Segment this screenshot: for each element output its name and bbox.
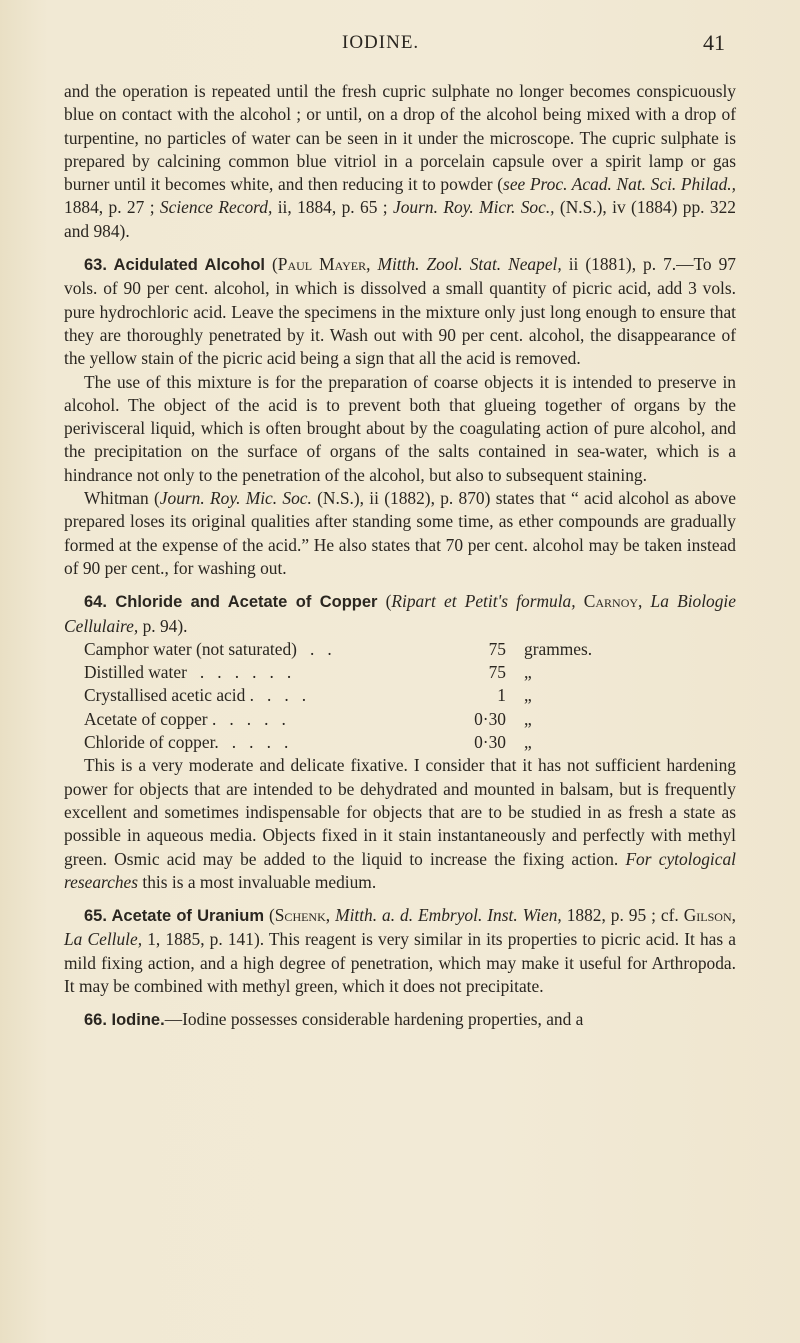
section-66-text: —Iodine possesses considerable hardening properties, and a [164,1009,584,1030]
section-64-space-2 [642,591,650,611]
intro-text-1: and the operation is repeated until the fresh cupric sulphate no longer becomes conspicuously blue on contact with the alcohol ; or until, on a drop of the alcohol being mixed with a drop of turpentine, no particles of water can be seen in it under the microscope. The cupric sulphate is prepared by calcining common blue vitriol in a porcelain capsule over a spirit lamp or gas burner until it becomes white, and then reducing it to powder ( [64,81,736,195]
recipe-quantity: 0·30 [474,708,506,729]
section-64-author: Carnoy, [583,591,643,612]
recipe-row [84,708,644,731]
section-63 [64,253,736,370]
recipe-ingredient: Distilled water . . . . . . [84,662,292,683]
section-63-p3-b: (N.S.), ii (1882), p. 870) states that “ acid alcohol as above prepared loses its original qualities after standing some time, as ether compounds are gradually formed at the expense of the acid.” He also states that 70 per cent. alcohol may be taken instead of 90 per cent., for washing out. [64,488,736,578]
recipe-unit: „ [524,732,532,753]
section-65-author-2: Gilson, [683,905,736,926]
intro-text-5: (N.S.), iv (1884) pp. 322 and 984). [64,197,736,241]
section-65-text-2: 1, 1885, p. 141). This reagent is very similar in its properties to picric acid. It has a mild fixing action, and a high degree of penetration, which may make it useful for Arthropoda. It may be combined with methyl green, which it does not precipitate. [64,929,737,996]
intro-ref-science-record: Science Record, [159,197,273,218]
section-66-heading: 66. Iodine. [84,1011,165,1030]
recipe-ingredient: Acetate of copper . . . . . [84,708,286,729]
recipe-ingredient: Chloride of copper. . . . . [84,732,289,753]
recipe-unit: „ [524,685,532,706]
section-64-open: ( [377,591,392,612]
recipe-table [84,638,644,754]
section-64-p2-em: For cytological researches [64,848,736,892]
section-65-source-2: La Cellule, [64,929,143,950]
section-65-text-1: 1882, p. 95 ; cf. [561,905,684,926]
section-63-paragraph-2: The use of this mixture is for the preparation of coarse objects it is intended to preserve in alcohol. The object of the acid is to prevent both that glueing together of organs by the perivisceral liquid, which is often brought about by the coagulating action of pure alcohol, and the precipitation on the surface of organs of the salts contained in sea-water, which is a hindrance not only to the penetration of the alcohol, but also to subsequent staining. [64,371,736,485]
section-64-space [576,591,584,611]
intro-text-3: 1884, p. 27 ; [64,197,160,218]
section-65 [64,904,736,998]
section-63-source: Mitth. Zool. Stat. Neapel, [377,254,562,275]
section-64-p2-b: this is a most invaluable medium. [138,871,377,892]
page-number: 41 [703,30,725,55]
recipe-unit: „ [524,662,532,683]
section-64-source: La Biologie Cellulaire, [64,591,736,636]
recipe-unit: „ [524,708,532,729]
recipe-ingredient: Camphor water (not saturated) . . [84,638,332,659]
section-65-heading: 65. Acetate of Uranium [84,907,265,926]
recipe-ingredient: Crystallised acetic acid . . . . [84,685,307,706]
recipe-quantity: 0·30 [474,732,506,753]
section-64 [64,590,736,638]
section-63-open: ( [265,254,278,275]
recipe-row [84,731,644,754]
body-text [64,80,736,1033]
recipe-row [84,684,644,707]
section-65-open: ( [264,905,275,926]
section-63-p3-a: Whitman ( [84,488,160,509]
running-head: IODINE. [342,32,420,53]
recipe-quantity: 75 [488,638,506,659]
section-66 [64,1008,736,1032]
recipe-row [84,661,644,684]
section-64-text: p. 94). [138,615,188,636]
section-65-author: Schenk, [274,905,331,926]
section-64-paragraph-2 [64,754,736,894]
recipe-row [84,638,644,661]
section-63-author: Paul Mayer, [277,254,371,275]
section-64-heading: 64. Chloride and Acetate of Copper [84,593,378,612]
paragraph-intro [64,80,736,243]
intro-text-4: ii, 1884, p. 65 ; [272,197,394,218]
section-63-text: ii (1881), p. 7.—To 97 vols. of 90 per cent. alcohol, in which is dissolved a small quantity of picric acid, add 3 vols. pure hydrochloric acid. Leave the specimens in the mixture only just long enough to ensure that they are thoroughly penetrated by it. Wash out with 90 per cent. alcohol, the disappearance of the yellow stain of the picric acid being a sign that all the acid is removed. [64,254,736,369]
intro-ref-proc-acad: Proc. Acad. Nat. Sci. Philad., [529,174,736,195]
section-63-paragraph-3 [64,487,736,580]
recipe-unit: grammes. [524,638,593,659]
section-63-heading: 63. Acidulated Alcohol [84,256,265,275]
recipe-quantity: 75 [488,662,506,683]
section-63-p3-ref: Journ. Roy. Mic. Soc. [159,488,312,509]
page-header [0,30,800,62]
section-65-source: Mitth. a. d. Embryol. Inst. Wien, [335,905,562,926]
intro-see: see [503,174,526,195]
intro-ref-journ-roy: Journ. Roy. Micr. Soc., [393,197,555,218]
recipe-quantity: 1 [497,685,506,706]
section-64-formula: Ripart et Petit's formula, [391,591,576,612]
section-64-p2-a: This is a very moderate and delicate fixative. I consider that it has not sufficient hardening power for objects that are intended to be dehydrated and mounted in balsam, but is frequently excellent and sometimes indispensable for objects that are to be studied in as fresh a state as possible in aqueous media. Objects fixed in it stain instantaneously and perfectly with methyl green. Osmic acid may be added to the liquid to increase the fixing action. [64,755,736,869]
